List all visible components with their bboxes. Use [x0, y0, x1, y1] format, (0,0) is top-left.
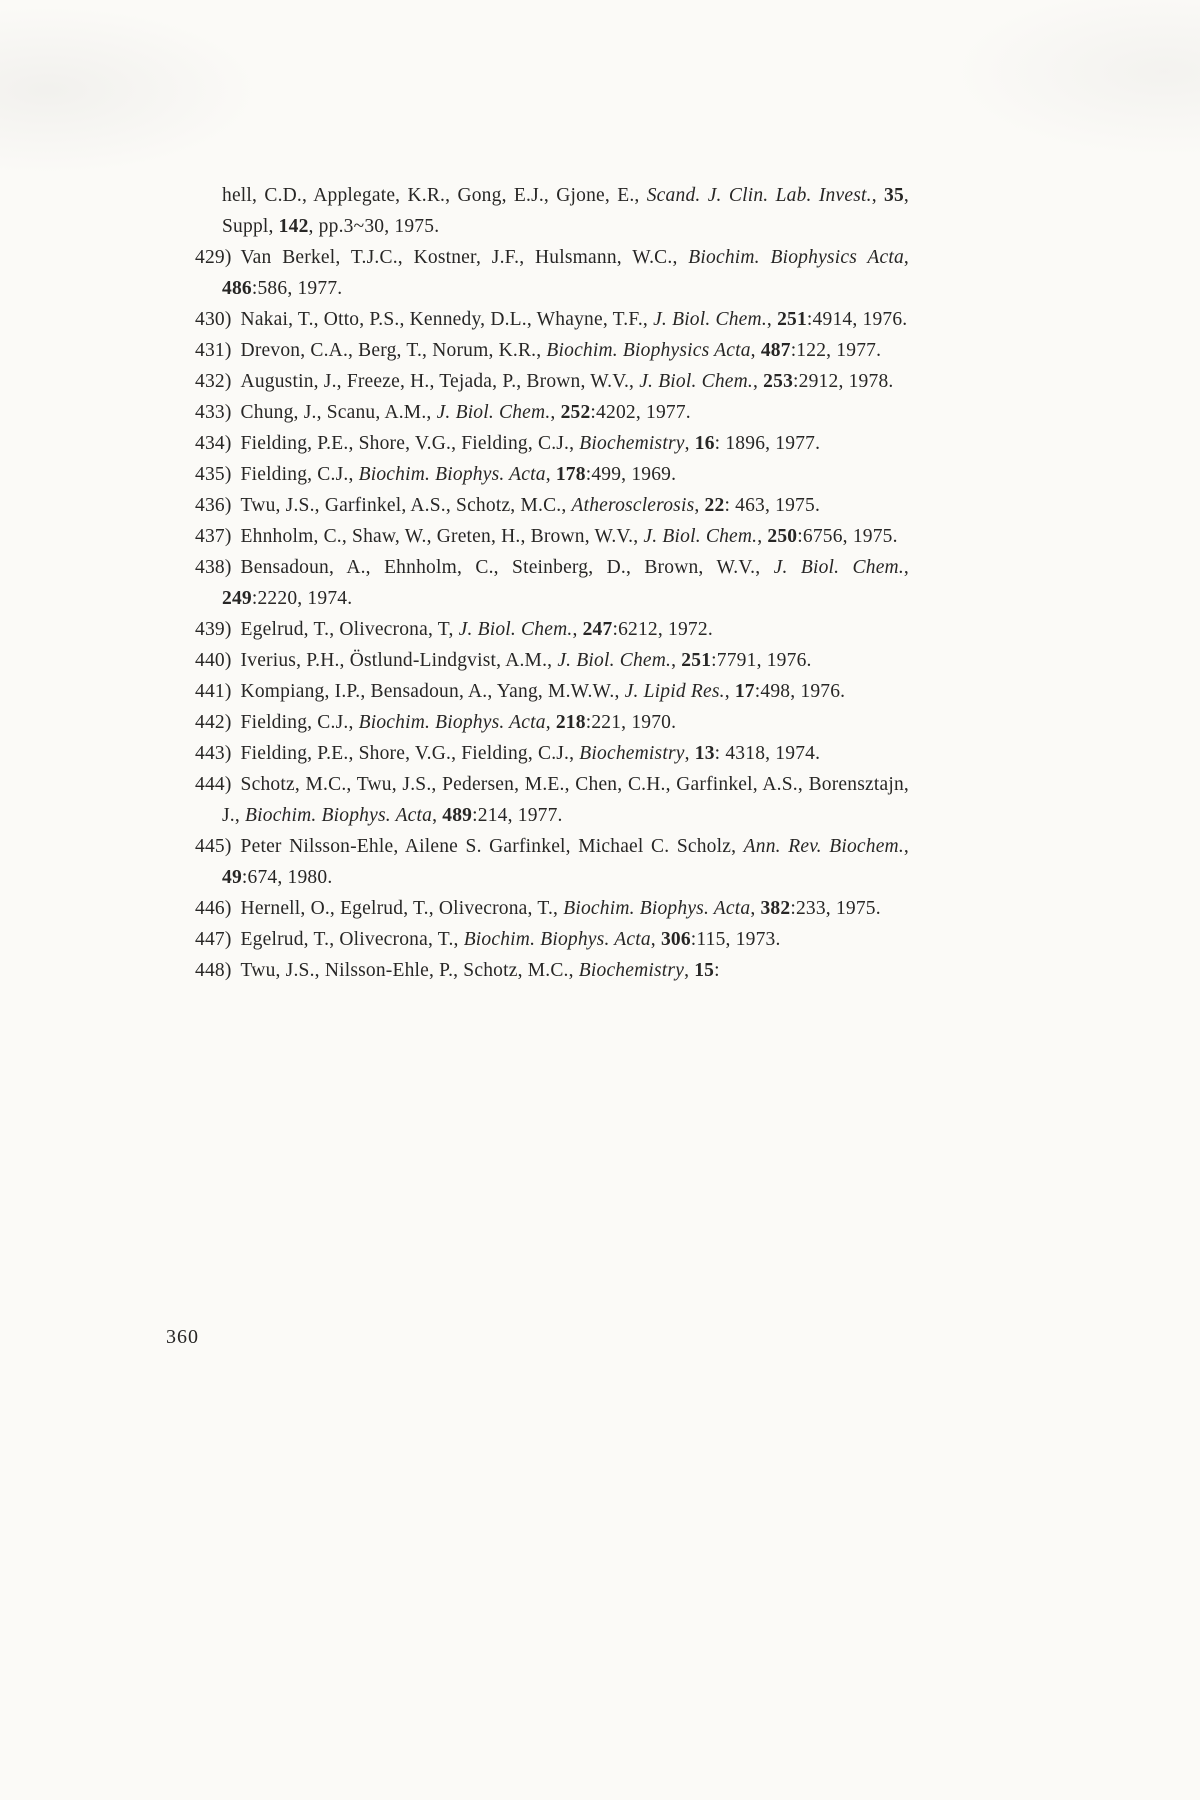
volume-number: 142: [278, 216, 309, 237]
reference-text: Hernell, O., Egelrud, T., Olivecrona, T.,: [240, 898, 564, 919]
reference-item: [195, 614, 909, 645]
reference-item: [195, 955, 909, 986]
reference-text: :: [714, 960, 720, 981]
journal-name: Biochim. Biophys. Acta: [358, 464, 546, 485]
journal-name: Biochim. Biophys. Acta: [563, 898, 751, 919]
volume-number: 17: [734, 681, 755, 702]
reference-text: Augustin, J., Freeze, H., Tejada, P., Brown, W.V.,: [240, 371, 640, 392]
reference-number: 436): [195, 495, 232, 516]
reference-number: 446): [195, 898, 232, 919]
reference-text: Peter Nilsson-Ehle, Ailene S. Garfinkel, Michael C. Scholz,: [240, 836, 744, 857]
reference-text: ,: [684, 743, 695, 764]
volume-number: 486: [222, 278, 252, 299]
reference-text: Chung, J., Scanu, A.M.,: [240, 402, 437, 423]
volume-number: 49: [222, 867, 242, 888]
journal-name: Biochemistry: [579, 433, 685, 454]
reference-text: ,: [550, 402, 561, 423]
reference-item: [195, 397, 909, 428]
journal-name: J. Biol. Chem.: [639, 371, 754, 392]
reference-item: [195, 459, 909, 490]
reference-text: Fielding, C.J.,: [240, 464, 359, 485]
reference-number: 434): [195, 433, 232, 454]
reference-item: [195, 304, 909, 335]
volume-number: 22: [704, 495, 725, 516]
volume-number: 16: [694, 433, 715, 454]
reference-number: 441): [195, 681, 232, 702]
reference-text: ,: [766, 309, 778, 330]
reference-text: Schotz, M.C., Twu, J.S., Pedersen, M.E., Chen, C.H., Garfinkel, A.S., Borensztajn, J.,: [222, 774, 909, 826]
journal-name: Biochemistry: [578, 960, 685, 981]
reference-text: ,: [545, 464, 556, 485]
reference-item: [195, 428, 909, 459]
reference-text: :115, 1973.: [690, 929, 781, 950]
reference-text: Egelrud, T., Olivecrona, T,: [240, 619, 459, 640]
page-number: 360: [166, 1326, 199, 1348]
reference-text: Fielding, C.J.,: [240, 712, 359, 733]
journal-name: Atherosclerosis: [571, 495, 695, 516]
reference-item: [195, 521, 909, 552]
reference-text: ,: [432, 805, 443, 826]
reference-text: : 463, 1975.: [724, 495, 821, 516]
journal-name: J. Biol. Chem.: [773, 557, 904, 578]
reference-text: ,: [545, 712, 556, 733]
reference-text: :674, 1980.: [241, 867, 333, 888]
reference-text: :6756, 1975.: [797, 526, 898, 547]
reference-text: :6212, 1972.: [612, 619, 713, 640]
reference-item: [195, 831, 909, 893]
journal-name: Scand. J. Clin. Lab. Invest.: [646, 185, 872, 206]
reference-item: [195, 335, 909, 366]
reference-text: :122, 1977.: [790, 340, 882, 361]
reference-text: Nakai, T., Otto, P.S., Kennedy, D.L., Whayne, T.F.,: [240, 309, 654, 330]
reference-text: ,: [684, 960, 695, 981]
journal-name: Biochim. Biophys. Acta: [245, 805, 433, 826]
journal-name: Biochim. Biophys. Acta: [463, 929, 651, 950]
reference-number: 443): [195, 743, 232, 764]
reference-text: ,: [903, 247, 909, 268]
reference-text: ,: [757, 526, 768, 547]
reference-item: [195, 924, 909, 955]
reference-number: 440): [195, 650, 232, 671]
reference-text: ,: [871, 185, 885, 206]
reference-text: : 4318, 1974.: [714, 743, 821, 764]
reference-number: 438): [195, 557, 232, 578]
reference-text: Fielding, P.E., Shore, V.G., Fielding, C.J.,: [240, 433, 580, 454]
reference-item: [195, 490, 909, 521]
reference-number: 444): [195, 774, 232, 795]
volume-number: 252: [560, 402, 591, 423]
volume-number: 249: [222, 588, 252, 609]
reference-item: [195, 366, 909, 397]
reference-text: ,: [684, 433, 695, 454]
reference-text: Ehnholm, C., Shaw, W., Greten, H., Brown, W.V.,: [240, 526, 644, 547]
reference-item: [195, 645, 909, 676]
reference-item: [195, 552, 909, 614]
reference-item: [195, 893, 909, 924]
reference-text: :233, 1975.: [790, 898, 881, 919]
reference-text: ,: [750, 340, 761, 361]
reference-text: Drevon, C.A., Berg, T., Norum, K.R.,: [240, 340, 547, 361]
reference-text: , pp.3~30, 1975.: [308, 216, 440, 237]
reference-number: 439): [195, 619, 232, 640]
reference-number: 431): [195, 340, 232, 361]
reference-text: Twu, J.S., Nilsson-Ehle, P., Schotz, M.C.,: [240, 960, 579, 981]
reference-number: 437): [195, 526, 232, 547]
volume-number: 382: [760, 898, 791, 919]
journal-name: J. Biol. Chem.: [458, 619, 573, 640]
reference-text: Twu, J.S., Garfinkel, A.S., Schotz, M.C.,: [240, 495, 572, 516]
reference-text: :586, 1977.: [251, 278, 343, 299]
volume-number: 15: [694, 960, 715, 981]
reference-text: : 1896, 1977.: [714, 433, 821, 454]
volume-number: 487: [760, 340, 791, 361]
journal-name: Biochim. Biophysics Acta: [688, 247, 904, 268]
reference-text: hell, C.D., Applegate, K.R., Gong, E.J., Gjone, E.,: [222, 185, 647, 206]
volume-number: 247: [582, 619, 613, 640]
volume-number: 253: [763, 371, 794, 392]
reference-number: 442): [195, 712, 232, 733]
journal-name: J. Biol. Chem.: [643, 526, 758, 547]
reference-text: ,: [650, 929, 661, 950]
volume-number: 178: [555, 464, 586, 485]
reference-text: ,: [750, 898, 761, 919]
journal-name: Biochim. Biophysics Acta: [546, 340, 751, 361]
reference-text: :2220, 1974.: [251, 588, 353, 609]
reference-item: [195, 738, 909, 769]
reference-number: 429): [195, 247, 232, 268]
reference-text: , Suppl,: [222, 185, 909, 237]
reference-text: ,: [903, 836, 909, 857]
reference-number: 445): [195, 836, 232, 857]
reference-text: ,: [753, 371, 764, 392]
reference-text: :4202, 1977.: [590, 402, 691, 423]
volume-number: 250: [767, 526, 798, 547]
journal-name: J. Lipid Res.: [624, 681, 725, 702]
reference-item: [195, 676, 909, 707]
journal-name: Biochim. Biophys. Acta: [358, 712, 546, 733]
reference-text: :7791, 1976.: [711, 650, 812, 671]
reference-text: ,: [903, 557, 909, 578]
reference-text: Kompiang, I.P., Bensadoun, A., Yang, M.W.W.,: [240, 681, 625, 702]
volume-number: 489: [442, 805, 473, 826]
volume-number: 306: [660, 929, 691, 950]
volume-number: 251: [777, 309, 807, 330]
reference-item: [195, 707, 909, 738]
reference-number: 448): [195, 960, 232, 981]
reference-text: Iverius, P.H., Östlund-Lindgvist, A.M.,: [240, 650, 558, 671]
reference-text: :4914, 1976.: [806, 309, 908, 330]
reference-text: ,: [694, 495, 705, 516]
reference-text: Bensadoun, A., Ehnholm, C., Steinberg, D., Brown, W.V.,: [240, 557, 774, 578]
reference-number: 433): [195, 402, 232, 423]
reference-text: :214, 1977.: [472, 805, 563, 826]
volume-number: 251: [681, 650, 712, 671]
reference-text: :2912, 1978.: [793, 371, 894, 392]
reference-text: ,: [572, 619, 583, 640]
reference-number: 447): [195, 929, 232, 950]
reference-text: :221, 1970.: [585, 712, 677, 733]
journal-name: J. Biol. Chem.: [653, 309, 767, 330]
journal-name: J. Biol. Chem.: [557, 650, 672, 671]
journal-name: Biochemistry: [579, 743, 685, 764]
volume-number: 218: [555, 712, 586, 733]
journal-name: J. Biol. Chem.: [436, 402, 551, 423]
reference-text: ,: [671, 650, 682, 671]
volume-number: 35: [884, 185, 904, 206]
bibliography-list: [195, 180, 909, 986]
volume-number: 13: [694, 743, 715, 764]
reference-number: 435): [195, 464, 232, 485]
journal-name: Ann. Rev. Biochem.: [743, 836, 904, 857]
reference-text: Fielding, P.E., Shore, V.G., Fielding, C.J.,: [240, 743, 580, 764]
reference-text: ,: [724, 681, 735, 702]
reference-text: Egelrud, T., Olivecrona, T.,: [240, 929, 464, 950]
reference-text: Van Berkel, T.J.C., Kostner, J.F., Hulsmann, W.C.,: [240, 247, 689, 268]
reference-text: :499, 1969.: [585, 464, 677, 485]
reference-item: [195, 242, 909, 304]
reference-text: :498, 1976.: [754, 681, 846, 702]
reference-number: 430): [195, 309, 232, 330]
reference-number: 432): [195, 371, 232, 392]
reference-item: [195, 180, 909, 242]
reference-item: [195, 769, 909, 831]
